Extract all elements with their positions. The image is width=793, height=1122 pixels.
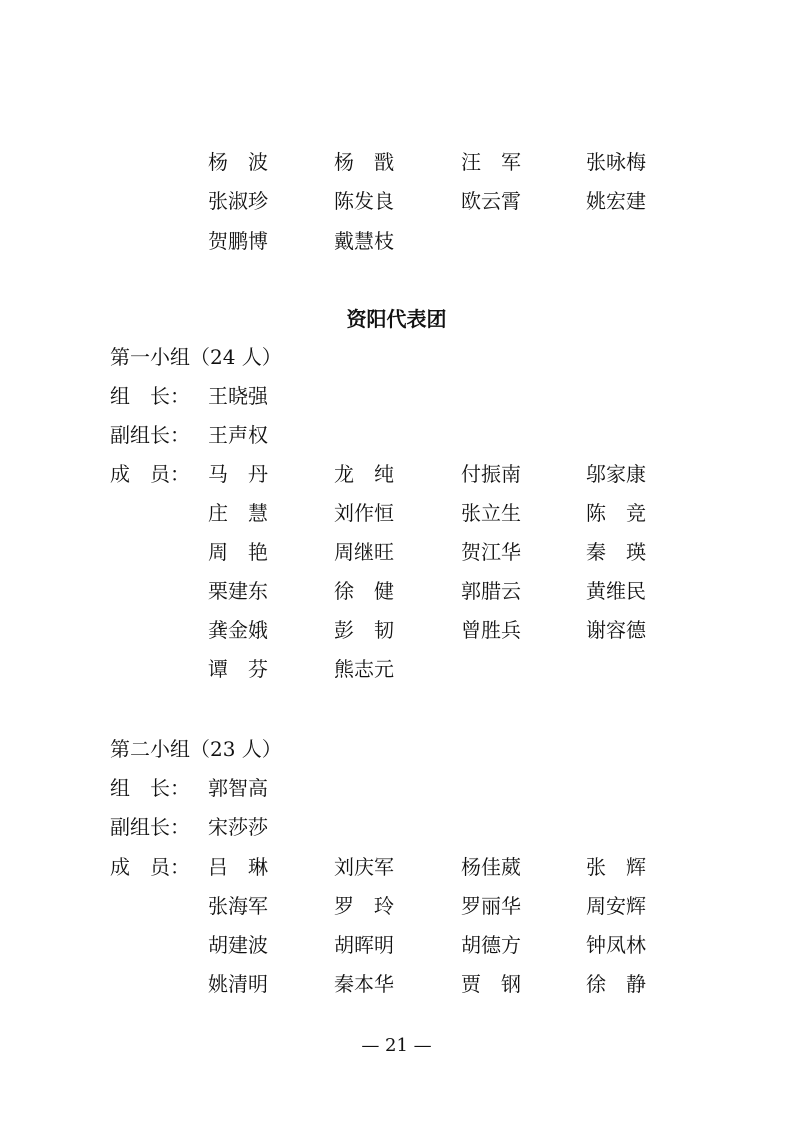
name-entry: 吕 琳 bbox=[208, 855, 268, 879]
name-entry: 徐 静 bbox=[586, 972, 646, 996]
name-entry: 陈 竞 bbox=[586, 501, 646, 525]
name-entry: 罗 玲 bbox=[334, 894, 394, 918]
name-entry: 杨 戬 bbox=[334, 150, 394, 174]
name-entry: 刘作恒 bbox=[334, 501, 394, 525]
leader-label: 组 长： bbox=[110, 776, 190, 800]
name-entry: 徐 健 bbox=[334, 579, 394, 603]
name-entry: 郭腊云 bbox=[461, 579, 521, 603]
name-entry: 张咏梅 bbox=[586, 150, 646, 174]
name-entry: 周安辉 bbox=[586, 894, 646, 918]
deputy-name: 宋莎莎 bbox=[208, 815, 268, 839]
members-label: 成 员： bbox=[110, 462, 190, 486]
name-entry: 罗丽华 bbox=[461, 894, 521, 918]
name-entry: 贺鹏博 bbox=[208, 229, 268, 253]
name-entry: 贾 钢 bbox=[461, 972, 521, 996]
name-entry: 张海军 bbox=[208, 894, 268, 918]
name-entry: 栗建东 bbox=[208, 579, 268, 603]
name-entry: 秦 瑛 bbox=[586, 540, 646, 564]
name-entry: 刘庆军 bbox=[334, 855, 394, 879]
name-entry: 贺江华 bbox=[461, 540, 521, 564]
page-number: — 21 — bbox=[361, 1035, 432, 1056]
group2-deputy-row bbox=[0, 813, 793, 841]
members-label: 成 员： bbox=[110, 855, 190, 879]
name-row bbox=[0, 148, 793, 176]
name-row bbox=[0, 227, 793, 255]
name-entry: 杨 波 bbox=[208, 150, 268, 174]
name-entry: 杨佳葳 bbox=[461, 855, 521, 879]
name-entry: 周 艳 bbox=[208, 540, 268, 564]
group2-heading: 第二小组（23 人） bbox=[110, 737, 282, 761]
leader-name: 郭智高 bbox=[208, 776, 268, 800]
name-entry: 付振南 bbox=[461, 462, 521, 486]
name-entry: 姚宏建 bbox=[586, 189, 646, 213]
name-row bbox=[0, 655, 793, 683]
name-row bbox=[0, 970, 793, 998]
name-row bbox=[0, 931, 793, 959]
name-entry: 彭 韧 bbox=[334, 618, 394, 642]
name-entry: 马 丹 bbox=[208, 462, 268, 486]
name-entry: 欧云霄 bbox=[461, 189, 521, 213]
name-entry: 张 辉 bbox=[586, 855, 646, 879]
name-entry: 汪 军 bbox=[461, 150, 521, 174]
name-entry: 谢容德 bbox=[586, 618, 646, 642]
name-entry: 谭 芬 bbox=[208, 657, 268, 681]
name-row bbox=[0, 853, 793, 881]
group1-leader-row bbox=[0, 382, 793, 410]
name-entry: 胡建波 bbox=[208, 933, 268, 957]
name-entry: 张淑珍 bbox=[208, 189, 268, 213]
group1-heading: 第一小组（24 人） bbox=[110, 345, 282, 369]
name-row bbox=[0, 187, 793, 215]
group1-deputy-row bbox=[0, 421, 793, 449]
name-row bbox=[0, 616, 793, 644]
name-entry: 黄维民 bbox=[586, 579, 646, 603]
name-row bbox=[0, 892, 793, 920]
name-entry: 陈发良 bbox=[334, 189, 394, 213]
name-entry: 胡晖明 bbox=[334, 933, 394, 957]
name-entry: 戴慧枝 bbox=[334, 229, 394, 253]
name-row bbox=[0, 577, 793, 605]
deputy-name: 王声权 bbox=[208, 423, 268, 447]
leader-name: 王晓强 bbox=[208, 384, 268, 408]
group2-leader-row bbox=[0, 774, 793, 802]
name-entry: 龚金娥 bbox=[208, 618, 268, 642]
name-entry: 周继旺 bbox=[334, 540, 394, 564]
leader-label: 组 长： bbox=[110, 384, 190, 408]
name-row bbox=[0, 499, 793, 527]
name-entry: 庄 慧 bbox=[208, 501, 268, 525]
deputy-label: 副组长： bbox=[110, 815, 190, 839]
name-entry: 龙 纯 bbox=[334, 462, 394, 486]
deputy-label: 副组长： bbox=[110, 423, 190, 447]
name-entry: 姚清明 bbox=[208, 972, 268, 996]
name-row bbox=[0, 460, 793, 488]
name-entry: 曾胜兵 bbox=[461, 618, 521, 642]
name-entry: 张立生 bbox=[461, 501, 521, 525]
name-row bbox=[0, 538, 793, 566]
name-entry: 邬家康 bbox=[586, 462, 646, 486]
name-entry: 钟凤林 bbox=[586, 933, 646, 957]
name-entry: 熊志元 bbox=[334, 657, 394, 681]
delegation-title: 资阳代表团 bbox=[346, 307, 447, 331]
name-entry: 秦本华 bbox=[334, 972, 394, 996]
name-entry: 胡德方 bbox=[461, 933, 521, 957]
